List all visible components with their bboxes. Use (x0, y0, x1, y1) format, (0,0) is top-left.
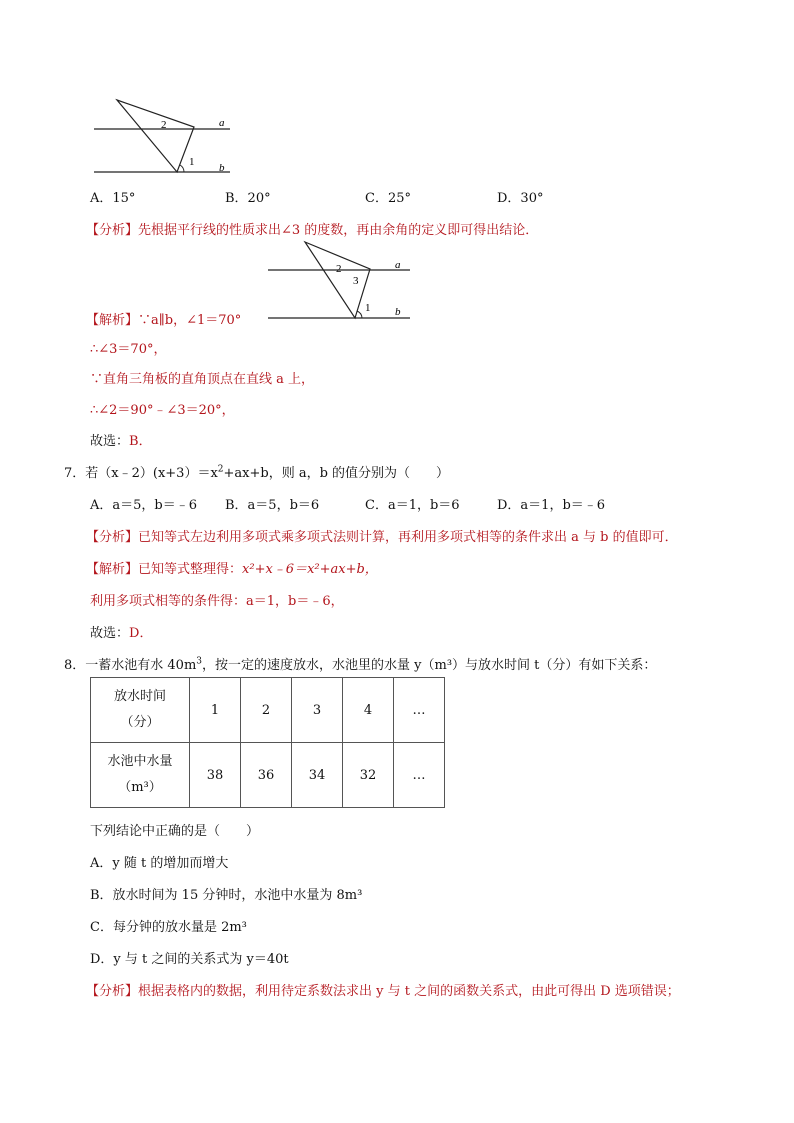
table-cell: 1 (190, 678, 241, 743)
label-b: b (219, 162, 225, 174)
solution-tag: 【解析】 (86, 313, 139, 328)
q7-solution-line1: 【解析】已知等式整理得：x²+x﹣6＝x²+ax+b， (86, 562, 378, 577)
q6-solution-line2: ∴∠3＝70°， (90, 342, 167, 357)
angle-1-arc (180, 165, 184, 172)
q7-answer: 故选：D． (90, 626, 153, 641)
q6-option-b: B．20° (225, 191, 271, 206)
q8-analysis: 【分析】根据表格内的数据，利用待定系数法求出 y 与 t 之间的函数关系式，由此可得出 D 选项错误； (86, 984, 680, 999)
analysis-text: 先根据平行线的性质求出∠3 的度数，再由余角的定义即可得出结论． (138, 223, 539, 238)
figure-parallel-lines-2 (264, 238, 424, 322)
table-cell: 38 (190, 743, 241, 808)
label-angle-2: 2 (161, 119, 167, 131)
q7-stem: 7．若$(x﹣2)(x+3)=x^2+ax+b$，则 a，b 的值分别为（ ） (64, 464, 450, 481)
label-angle-2: 2 (336, 263, 342, 275)
q6-option-d: D．30° (497, 191, 544, 206)
q6-solution-line3: ∵直角三角板的直角顶点在直线 a 上， (90, 372, 315, 387)
q7-option-b: B．a＝5，b＝6 (225, 498, 320, 513)
angle-1-arc (357, 311, 362, 318)
table-header-time: 放水时间 （分） (91, 678, 190, 743)
label-a: a (219, 117, 225, 129)
label-b: b (395, 306, 401, 318)
q6-option-a: A．15° (90, 191, 136, 206)
table-cell: 3 (292, 678, 343, 743)
table-row (91, 743, 445, 808)
label-angle-3: 3 (353, 275, 359, 287)
q8-option-c: C．每分钟的放水量是 2m³ (90, 920, 247, 935)
triangle-ruler (117, 100, 194, 172)
q8-option-b: B．放水时间为 15 分钟时，水池中水量为 8m³ (90, 888, 363, 903)
triangle-ruler (305, 242, 370, 318)
table-row (91, 678, 445, 743)
q7-solution-line2: 利用多项式相等的条件得：a＝1，b＝﹣6， (90, 594, 344, 609)
q7-option-c: C．a＝1，b＝6 (365, 498, 460, 513)
q6-solution-line4: ∴∠2＝90°﹣∠3＝20°， (90, 403, 235, 418)
table-cell: 34 (292, 743, 343, 808)
q7-analysis: 【分析】已知等式左边利用多项式乘多项式法则计算，再利用多项式相等的条件求出 a 与 b 的值即可． (86, 530, 678, 545)
label-a: a (395, 259, 401, 271)
table-header-volume: 水池中水量 （m³） (91, 743, 190, 808)
q8-question: 下列结论中正确的是（ ） (90, 824, 260, 839)
analysis-tag: 【分析】 (86, 223, 139, 238)
table-cell: 36 (241, 743, 292, 808)
q6-analysis (86, 219, 538, 238)
label-angle-1: 1 (189, 156, 195, 168)
table-cell: 4 (343, 678, 394, 743)
q6-option-c: C．25° (365, 191, 411, 206)
table-cell: 2 (241, 678, 292, 743)
q8-option-d: D．y 与 t 之间的关系式为 y＝40t (90, 952, 289, 967)
q8-stem: 8．一蓄水池有水 $40m^3$，按一定的速度放水，水池里的水量 y（m³）与放水时间 t（分）有如下关系： (64, 656, 657, 673)
figure-parallel-lines-1 (88, 94, 248, 180)
q7-option-d: D．a＝1，b＝﹣6 (497, 498, 606, 513)
label-angle-1: 1 (365, 302, 371, 314)
q8-data-table (90, 677, 445, 808)
q6-answer: 故选：B． (90, 434, 152, 449)
table-cell: … (394, 743, 445, 808)
table-cell: … (394, 678, 445, 743)
q6-solution-line1: 【解析】∵a∥b，∠1＝70° (86, 313, 242, 328)
q7-option-a: A．a＝5，b＝﹣6 (90, 498, 198, 513)
q8-option-a: A．y 随 t 的增加而增大 (90, 856, 229, 871)
table-cell: 32 (343, 743, 394, 808)
